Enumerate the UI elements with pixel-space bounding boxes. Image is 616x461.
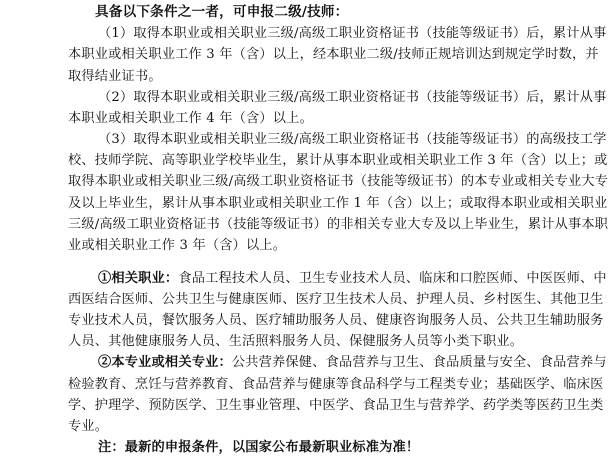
related-majors-line-3: 学、护理学、预防医学、卫生事业管理、中医学、食品卫生与营养学、药学类等医药卫生类 (68, 397, 604, 413)
condition-3-line-1: （3）取得本职业或相关职业三级/高级工职业资格证书（技能等级证书）的高级技工学 (98, 132, 607, 147)
note-text: 注：最新的申报条件，以国家公布最新职业标准为准！ (98, 440, 420, 455)
condition-3-line-4: 及以上毕业生，累计从事本职业或相关职业工作 1 年（含）以上；或取得本职业或相关职业 (68, 195, 608, 211)
condition-3-line-5: 三级/高级工职业资格证书（技能等级证书）的非相关专业大专及以上毕业生，累计从事本职 (68, 216, 609, 232)
condition-3-line-2: 校、技师学院、高等职业学校毕业生，累计从事本职业或相关职业工作 3 年（含）以上；或 (68, 153, 608, 169)
condition-1-line-2: 本职业或相关职业工作 3 年（含）以上，经本职业二级/技师正规培训达到规定学时数，并 (68, 47, 599, 63)
condition-1-line-1: （1）取得本职业或相关职业三级/高级工职业资格证书（技能等级证书）后，累计从事 (98, 26, 607, 42)
related-occupations-text-1: 食品工程技术人员、卫生专业技术人员、临床和口腔医师、中医医师、中 (178, 270, 607, 286)
condition-2-line-2: 本职业或相关职业工作 4 年（含）以上。 (68, 110, 313, 126)
condition-3-line-6: 业或相关职业工作 3 年（含）以上。 (68, 237, 287, 253)
related-majors-label: ②本专业或相关专业： (98, 355, 232, 371)
condition-2-line-1: （2）取得本职业或相关职业三级/高级工职业资格证书（技能等级证书）后，累计从事 (98, 89, 607, 105)
condition-1-line-3: 取得结业证书。 (68, 68, 162, 84)
section-heading: 具备以下条件之一者，可申报二级/技师： (95, 4, 349, 20)
related-occupations-line-4: 人员、其他健康服务人员、生活照料服务人员、保健服务人员等小类下职业。 (68, 334, 524, 350)
related-occupations-label: ①相关职业： (98, 270, 179, 286)
related-majors-line-2: 检验教育、烹饪与营养教育、食品营养与健康等食品科学与工程类专业；基础医学、临床医 (68, 376, 604, 392)
related-occupations-line-1 (98, 269, 607, 289)
condition-3-line-3: 取得本职业或相关职业三级/高级工职业资格证书（技能等级证书）的本专业或相关专业大专 (68, 174, 609, 190)
related-occupations-line-2: 西医结合医师、公共卫生与健康医师、医疗卫生技术人员、护理人员、乡村医生、其他卫生 (68, 291, 604, 307)
related-majors-line-4: 专业。 (68, 418, 109, 434)
related-occupations-line-3: 专业技术人员，餐饮服务人员、医疗辅助服务人员、健康咨询服务人员、公共卫生辅助服务 (68, 313, 604, 328)
related-majors-text-1: 公共营养保健、食品营养与卫生、食品质量与安全、食品营养与 (231, 355, 607, 371)
related-majors-line-1 (98, 353, 607, 373)
